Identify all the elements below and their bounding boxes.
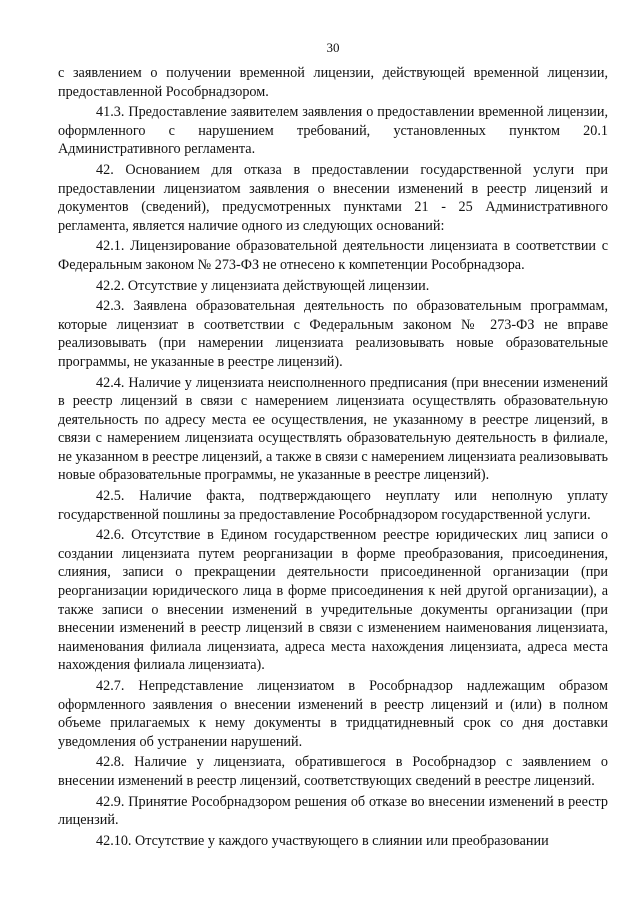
paragraph-continuation: с заявлением о получении временной лицензии, действующей временной лицензии, предоставленной Рособрнадзором. (58, 65, 608, 100)
page-number: 30 (326, 40, 340, 55)
paragraph-42-6: 42.6. Отсутствие в Едином государственном реестре юридических лиц записи о создании лицензиата путем реорганизации в форме преобразования, присоединения, слияния, записи о прекращении деятельности присоединенной организации (при реорганизации юридического лица в форме присоединения к ней другой организации), а также записи о внесении изменений в учредительные документы организации (при внесении изменений в реестр лицензий в связи с изменением наименования лицензиата, наименования филиала лицензиата, адреса места нахождения лицензиата, адреса места нахождения филиала лицензиата). (58, 527, 608, 674)
paragraph-42-8: 42.8. Наличие у лицензиата, обратившегося в Рособрнадзор с заявлением о внесении изменений в реестр лицензий, соответствующих сведений в реестре лицензий. (58, 754, 608, 789)
paragraph-42-4: 42.4. Наличие у лицензиата неисполненного предписания (при внесении изменений в реестр лицензий в связи с намерением лицензиата осуществлять образовательную деятельность по адресу места ее осуществления, не указанному в реестре лицензий, в связи с намерением лицензиата осуществлять образовательную деятельность в филиале, не указанном в реестре лицензий, а также в связи с намерением лицензиата реализовывать новые образовательные программы, не указанные в реестре лицензий). (58, 374, 608, 484)
paragraph-42-10: 42.10. Отсутствие у каждого участвующего в слиянии или преобразовании (96, 832, 549, 849)
paragraph-42-5: 42.5. Наличие факта, подтверждающего неуплату или неполную уплату государственной пошлины за предоставление Рособрнадзором государственной услуги. (58, 488, 608, 523)
paragraph-42: 42. Основанием для отказа в предоставлении государственной услуги при предоставлении лицензиатом заявления о внесении изменений в реестр лицензий и документов (сведений), предусмотренных пунктами 21 - 25 Административного регламента, является наличие одного из следующих оснований: (58, 161, 608, 234)
paragraph-42-2: 42.2. Отсутствие у лицензиата действующей лицензии. (96, 277, 430, 294)
paragraph-42-7: 42.7. Непредставление лицензиатом в Рособрнадзор надлежащим образом оформленного заявления о внесении изменений в реестр лицензий и (или) в полном объеме прилагаемых к нему документы в тридцатидневный срок со дня доставки уведомления об устранении нарушений. (58, 678, 608, 750)
paragraph-41-3: 41.3. Предоставление заявителем заявления о предоставлении временной лицензии, оформленного с нарушением требований, установленных пунктом 20.1 Административного регламента. (58, 104, 608, 158)
paragraph-42-3: 42.3. Заявлена образовательная деятельность по образовательным программам, которые лицензиат в соответствии с Федеральным законом № 273-ФЗ не вправе реализовывать (при намерении лицензиата реализовывать новые образовательные программы, не указанные в реестре лицензий). (58, 298, 608, 370)
paragraph-42-1: 42.1. Лицензирование образовательной деятельности лицензиата в соответствии с Федеральным законом № 273-ФЗ не отнесено к компетенции Рособрнадзора. (58, 238, 608, 273)
paragraph-42-9: 42.9. Принятие Рособрнадзором решения об отказе во внесении изменений в реестр лицензий. (58, 793, 608, 829)
